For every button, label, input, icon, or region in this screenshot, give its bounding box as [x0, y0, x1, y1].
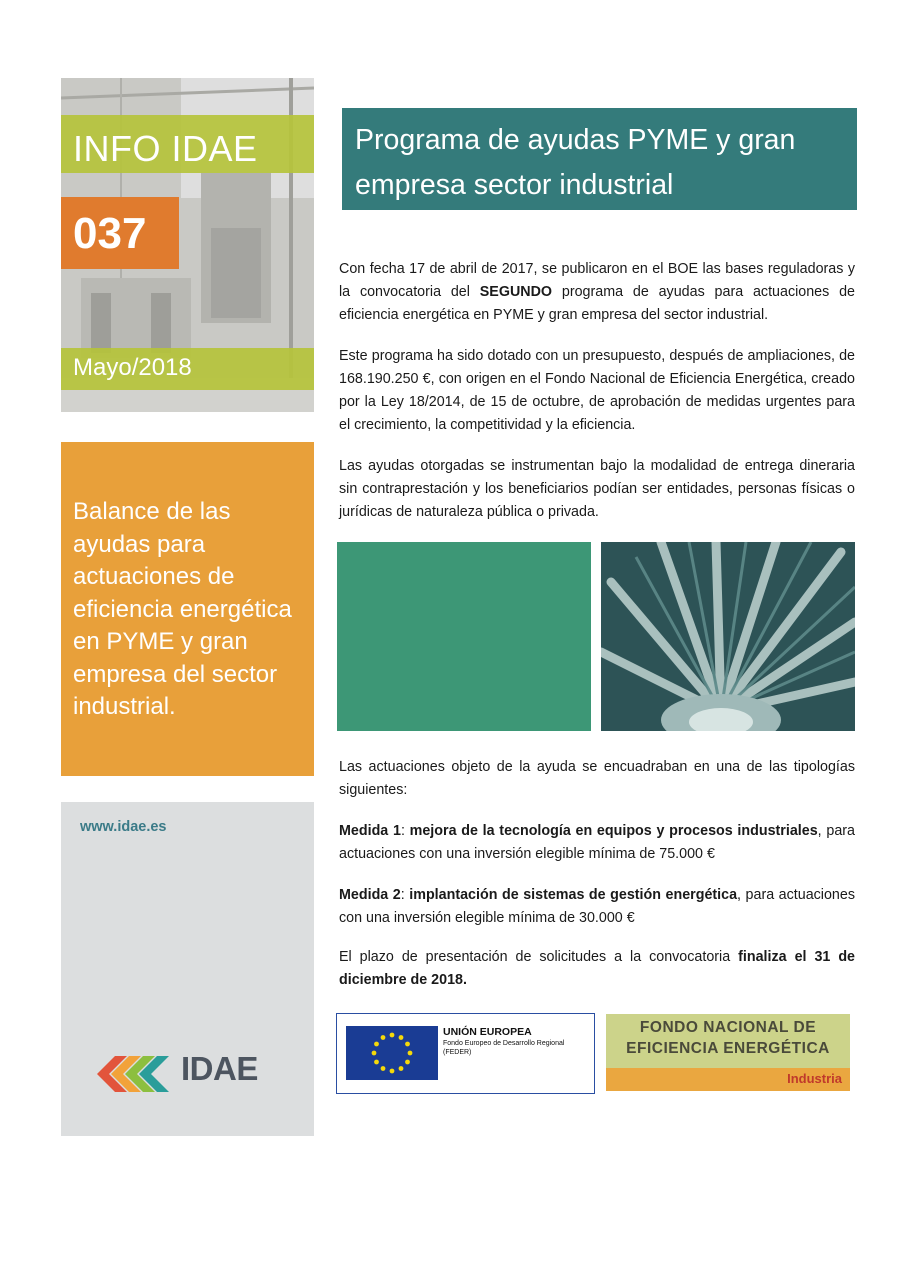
measure-1 [339, 820, 855, 866]
green-color-block [337, 542, 591, 731]
eu-flag-icon [346, 1026, 438, 1080]
deadline-text: El plazo de presentación de solicitudes a la convocatoria [339, 949, 739, 965]
measure-2-title: implantación de sistemas de gestión energética [409, 887, 738, 903]
fnee-tag: Industria [787, 1071, 842, 1086]
eu-subtitle-line-1: Fondo Europeo de Desarrollo Regional [443, 1040, 565, 1047]
measure-1-description: , para actuaciones con una inversión elegible mínima de 75.000 € [339, 823, 855, 862]
summary-panel [61, 442, 314, 776]
fnee-bar [606, 1068, 850, 1091]
measure-2-label: Medida 2 [339, 887, 401, 903]
eu-subtitle [443, 1039, 564, 1057]
turbine-blades-graphic [601, 542, 855, 731]
fnee-logo [606, 1014, 850, 1091]
measure-2 [339, 884, 855, 930]
intro-text-c: programa de ayudas para actuaciones de eficiencia energética en PYME y gran empresa del sector industrial. [339, 284, 856, 323]
eu-subtitle-line-2: (FEDER) [443, 1049, 472, 1056]
intro-text-a: Con fecha 17 de abril de 2017, se publicaron en el BOE las bases reguladoras y la convocatoria del [339, 261, 855, 300]
fnee-line-2: EFICIENCIA ENERGÉTICA [626, 1040, 830, 1057]
paragraph-budget: Este programa ha sido dotado con un presupuesto, después de ampliaciones, de 168.190.250 €, con origen en el Fondo Nacional de Eficiencia Energética, creado por la Ley 18/2014, de 15 de octubre, de aprobación de medidas urgentes para el crecimiento, la competitividad y la eficiencia. [339, 348, 855, 433]
paragraph-aid-type: Las ayudas otorgadas se instrumentan bajo la modalidad de entrega dineraria sin contraprestación y los beneficiarios podían ser entidades, personas físicas o jurídicas de naturaleza pública o privada. [339, 458, 855, 520]
measure-1-label: Medida 1 [339, 823, 401, 839]
series-title: INFO IDAE [73, 128, 258, 169]
measure-1-title: mejora de la tecnología en equipos y procesos industriales [409, 823, 818, 839]
paragraph-deadline [339, 946, 855, 992]
issue-date: Mayo/2018 [73, 354, 192, 381]
measure-2-description: , para actuaciones con una inversión elegible mínima de 30.000 € [339, 887, 855, 926]
eu-feder-logo [336, 1013, 595, 1094]
page-title: Programa de ayudas PYME y gran empresa sector industrial [355, 124, 796, 201]
intro-emphasis: SEGUNDO [479, 284, 553, 300]
idae-logo-icon [97, 1048, 177, 1100]
fnee-line-1: FONDO NACIONAL DE [639, 1019, 817, 1036]
contact-panel [61, 802, 314, 1136]
eu-stars-icon [346, 1026, 438, 1080]
title-box [342, 108, 857, 210]
paragraph-typologies: Las actuaciones objeto de la ayuda se encuadraban en una de las tipologías siguientes: [339, 759, 855, 798]
eu-title: UNIÓN EUROPEA [443, 1026, 532, 1038]
cover-photo-panel [61, 78, 314, 412]
turbine-image [601, 542, 855, 731]
issue-number: 037 [73, 209, 147, 258]
measure-1-separator: : [400, 823, 410, 839]
paragraph-intro [339, 258, 855, 327]
idae-logo-text: IDAE [181, 1050, 258, 1087]
measure-2-separator: : [400, 887, 410, 903]
deadline-emphasis: finaliza el 31 de diciembre de 2018. [339, 949, 856, 988]
website-link[interactable]: www.idae.es [80, 819, 167, 835]
summary-text: Balance de las ayudas para actuaciones de eficiencia energética en PYME y gran empresa del sector industrial. [73, 498, 292, 720]
